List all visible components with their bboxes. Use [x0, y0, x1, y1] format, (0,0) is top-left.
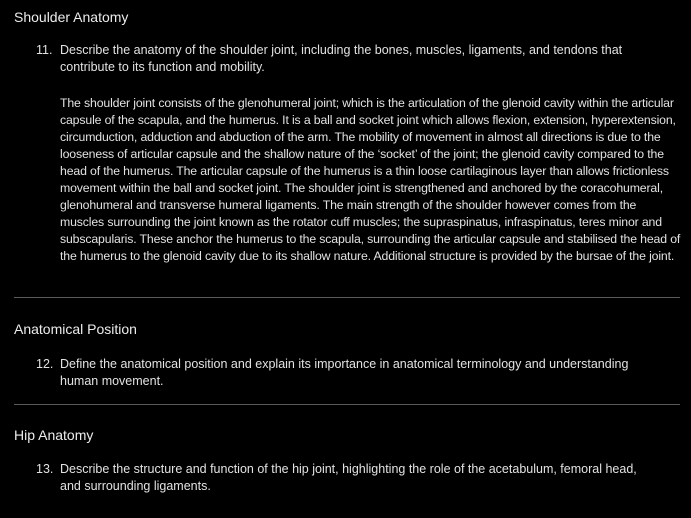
question-text: Describe the structure and function of the hip joint, highlighting the role of the acetabulum, femoral head, and surrounding ligaments. — [60, 462, 637, 493]
section-title-shoulder-anatomy: Shoulder Anatomy — [14, 9, 129, 25]
section-divider — [14, 404, 680, 405]
question-number: 11. — [36, 43, 53, 57]
section-divider — [14, 297, 680, 298]
answer-text[interactable]: The shoulder joint consists of the glenohumeral joint; which is the articulation of the glenoid cavity within the articular capsule of the scapula, and the humerus. It is a ball and socket joint which allows flexion, extension, hyperextension, circumduction, adduction and abduction of the arm. The mobility of movement in almost all directions is due to the looseness of articular capsule and the shallow nature of the ‘socket’ of the joint; the glenoid cavity compared to the head of the humerus. The articular capsule of the humerus is a thin loose cartilaginous layer than allows frictionless movement within the ball and socket joint. The shoulder joint is strengthened and anchored by the coracohumeral, glenohumeral and transverse humeral ligaments. The main strength of the shoulder however comes from the muscles surrounding the joint known as the rotator cuff muscles; the supraspinatus, infraspinatus, teres minor and subscapularis. These anchor the humerus to the scapula, surrounding the articular capsule and stabilised the head of the humerus to the glenoid cavity due to its shallow nature. Additional structure is provided by the bursae of the joint. — [60, 96, 681, 263]
question-number: 12. — [36, 357, 54, 371]
question-text: Describe the anatomy of the shoulder joint, including the bones, muscles, ligaments, and tendons that contribute to its function and mobility. — [60, 43, 623, 74]
question-number: 13. — [36, 462, 54, 476]
section-title-anatomical-position: Anatomical Position — [14, 321, 137, 337]
question-text: Define the anatomical position and explain its importance in anatomical terminology and understanding human movement. — [60, 357, 629, 388]
section-title-hip-anatomy: Hip Anatomy — [14, 427, 94, 443]
